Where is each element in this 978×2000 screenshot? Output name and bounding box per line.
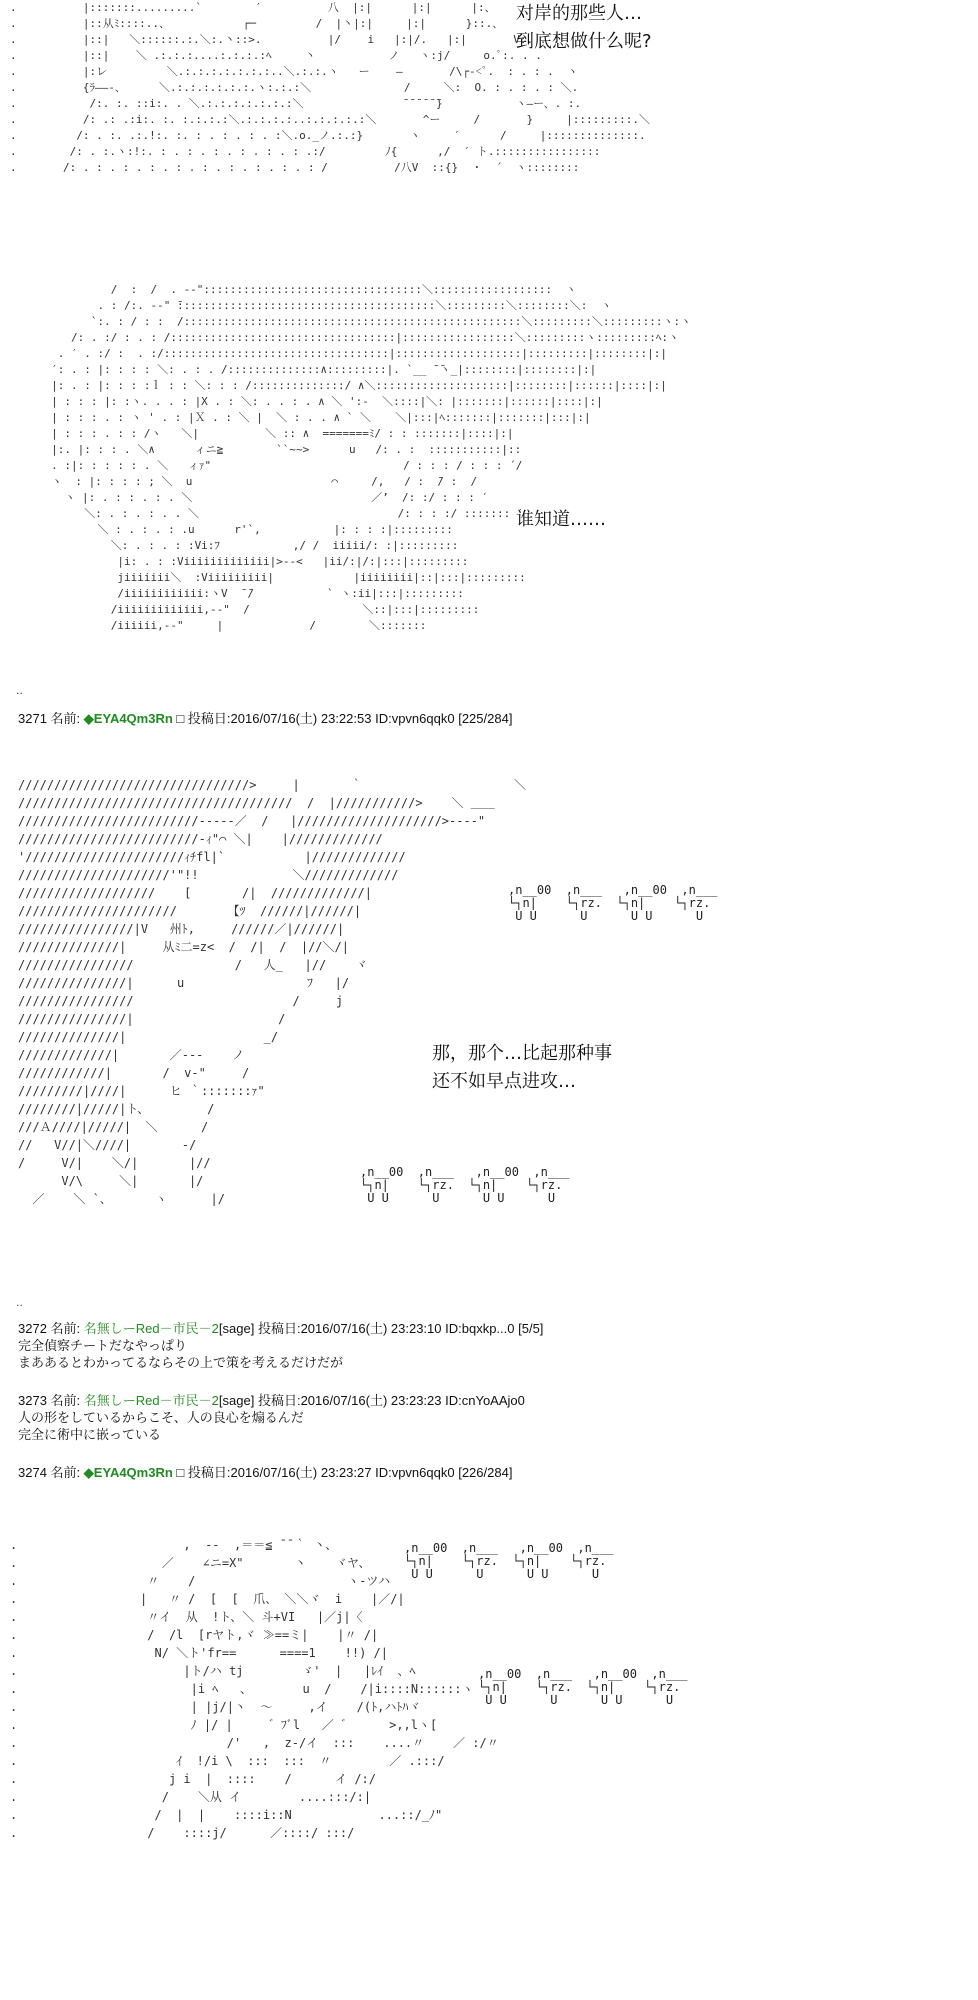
date-label: 投稿日: (187, 711, 231, 726)
ascii-art-panel-4: . , ‐‐ ,＝＝≦ ̄ ̄ ｀ 丶、 . ／ ∠ニ=X" 丶 ヾヤ、 . 〃 / ヽ-ツハ . | 〃 / [ [ 爪、 ＼＼ヾ i |／/| . 〃イ 从 !ト、＼ 斗+VI |／j|〈 . / /l [rヤト,ヾ ≫==ミ| |〃 /| . N/ ＼ト'fr== ====1 !!) /| . |ト/ハ tj ゞ' | |ﾚｲ 、ﾍ . |i ﾍ 、 u / /|i::::N::::::ヽ . | |j/|丶 ～ ,イ /(ﾄ,ハﾄﾊヾ . ﾉ |/ | ゛ﾌﾞl ／ ゛ >,,lヽ[ . /' , z‐/イ ::: ....〃 ／ :/〃 . ｲ !/i \ ::: ::: 〃 ／ .:::/ . j i | :::: / イ /:/ . / ＼从 イ ....:::/:| . / | | ::::i::N ...::/_ﾉ" . / ::::j/ ／::::/ :::/ (10, 1538, 499, 1840)
post-number[interactable]: 3274 (18, 1465, 47, 1480)
post-id[interactable]: ID:bqxkp...0 (445, 1321, 515, 1336)
sound-effect-top: ,n__00 ,n___ ,n__00 ,n___ └┐n| └┐rz. └┐n| └┐rz. U U U U U U (508, 883, 718, 923)
post-count: [5/5] (518, 1321, 544, 1336)
post-date: 2016/07/16(土) 23:23:23 (300, 1393, 442, 1408)
post-date: 2016/07/16(土) 23:22:53 (230, 711, 372, 726)
post-header-3274 (18, 1464, 512, 1481)
sage-tag: [sage] (218, 1321, 255, 1336)
post-id[interactable]: ID:cnYoAAjo0 (445, 1393, 525, 1408)
separator-dots: .. (16, 684, 23, 697)
dialog-panel-1: 对岸的那些人… 到底想做什么呢? (516, 3, 652, 52)
post-id[interactable]: ID:vpvn6qqk0 (375, 1465, 455, 1480)
dialog-panel-2: 谁知道…… (516, 509, 606, 530)
post-body-3273: 人の形をしているからこそ、人の良心を煽るんだ 完全に術中に嵌っている (18, 1410, 304, 1442)
post-icon: □ (176, 711, 185, 726)
sound-effect-bottom: ,n__00 ,n___ ,n__00 ,n___ └┐n| └┐rz. └┐n| └┐rz. U U U U U U (360, 1165, 570, 1205)
ascii-art-panel-3: ////////////////////////////////> | ｀ ＼ ////////////////////////////////////// / |///////////> ＼ ＿＿ /////////////////////////‐‐‐‐‐／ / |////////////////////>‐‐‐‐" /////////////////////////‐ｨ"⌒ ＼| |///////////// '//////////////////////ｨﾁfl|` |///////////// /////////////////////'"!! ＼///////////// /////////////////// [ /| /////////////| ////////////////////// 【ﾂ //////|//////| ////////////////|V 州ﾄ, //////／|//////| //////////////| 从ﾐ二=z< / /| / |//＼/| //////////////// / 人_ |// ヾ ///////////////| u ﾌ |/ //////////////// / j ///////////////| / //////////////| _/ /////////////| ／‐‐‐ ノ ////////////| / v‐" / /////////|////| ヒ ｀:::::::ｧ" ////////|/////|ト、 / ///Ａ////|/////| ＼ / // V//|＼////| ‐/ / V/| ＼/| |// V/\ ＼| |/ ／ ＼ `、 ヽ |/ (18, 778, 527, 1206)
post-count: [225/284] (458, 711, 513, 726)
post-count: [226/284] (458, 1465, 513, 1480)
separator-dots: .. (16, 1296, 23, 1309)
name-label: 名前: (50, 711, 81, 726)
date-label: 投稿日: (257, 1321, 301, 1336)
post-header-3271 (18, 710, 512, 727)
dialog-panel-3: 那，那个…比起那种事 还不如早点进攻… (432, 1043, 612, 1092)
poster-name: 名無しーRed－市民－2 (83, 1321, 219, 1336)
poster-name: 名無しーRed－市民－2 (83, 1393, 219, 1408)
post-id[interactable]: ID:vpvn6qqk0 (375, 711, 455, 726)
date-label: 投稿日: (257, 1393, 301, 1408)
poster-name: ◆EYA4Qm3Rn (83, 711, 173, 726)
post-header-3273 (18, 1392, 525, 1409)
post-body-3272: 完全偵察チートだなやっぱり まああるとわかってるならその上で策を考えるだけだが (18, 1338, 344, 1370)
sound-effect-upper-right: ,n__00 ,n___ ,n__00 ,n___ └┐n| └┐rz. └┐n| └┐rz. U U U U U U (404, 1541, 614, 1581)
post-header-3272 (18, 1320, 543, 1337)
name-label: 名前: (50, 1321, 81, 1336)
sage-tag: [sage] (218, 1393, 255, 1408)
post-number[interactable]: 3273 (18, 1393, 47, 1408)
post-icon: □ (176, 1465, 185, 1480)
name-label: 名前: (50, 1393, 81, 1408)
sound-effect-lower-right: ,n__00 ,n___ ,n__00 ,n___ └┐n| └┐rz. └┐n| └┐rz. U U U U U U (478, 1667, 688, 1707)
post-date: 2016/07/16(土) 23:23:10 (300, 1321, 442, 1336)
poster-name: ◆EYA4Qm3Rn (83, 1465, 173, 1480)
post-number[interactable]: 3272 (18, 1321, 47, 1336)
post-number[interactable]: 3271 (18, 711, 47, 726)
ascii-art-panel-1: . |:::::::.........` ′ 八 |:| |:| |:、 . |::从ﾐ::::..、 ┌─ / |丶|:| |:| }::.、 . |::| ＼::::::.:.＼:.丶::>. |/ i |:|/. |:| V:. . . . |::| ＼ .:.:.:....:.:.:.:ﾍ 丶 ノ ヽ:j/ o.ﾟ:. . . . |:レ ＼.:.:.:.:.:.:.:..＼.:.:.ヽ ー ― /\┌-<ﾟ. : . : . ヽ . {ﾗ――-、 ＼.:.:.:.:.:.:.ヽ:.:.:＼ / ＼: O. : . : . : ＼. . /:. :. ::i:. . ＼.:.:.:.:.:.:.:＼ ̄ ̄ ̄ ̄ ̄ ̄} ヽ―ー、. :. . /: .: .:i:. :. :.:.:.:＼.:.:.:.:..:.:.:.:.:＼ ^ー / } |:::::::::.＼ . /: . :. .:.!:. :. : . : . : . :＼.o._ノ.:.:} ヽ ′ / |::::::::::::::. . /: . :.ヽ:!:. : . : . : . : . : . : .:/ ﾉ{ ,/ ′ ト.:::::::::::::::: . /: . : . : . : . : . : . : . : . : . : / /八V ::{} ・ ´ ヽ:::::::: (10, 1, 651, 174)
ascii-art-panel-2: / : / . -‐":::::::::::::::::::::::::::::::::＼:::::::::::::::::: ヽ . : /:. -‐" ̄:::::::::::::::::::::::::::::::::::::::＼:::::::::＼::::::::＼: ヽ `:. : / : : /:::::::::::::::::::::::::::::::::::::::::::::::::::＼:::::::::＼:::::::::ヽ:ヽ /: . :/ : . : /::::::::::::::::::::::::::::::::::|:::::::::::::::::＼:::::::::ヽ:::::::::ﾍ:ヽ . ′ . :/ : . :/::::::::::::::::::::::::::::::::::|:::::::::::::::::::|:::::::::|::::::::|:| ′: . : |: : : : ＼: . : . /::::::::::::::∧:::::::::|. `__ ̄ ̄ヽ_|::::::::|::::::::|:| |: . : |: : : :ｌ : : ＼: : : /::::::::::::::/ ∧＼::::::::::::::::::::|::::::::|::::::|::::|:| | : : : |: :ヽ. . . : |X . : ＼: . . : . ∧ ＼ ':- ＼::::|＼: |:::::::|::::::|::::|:| | : : : . : ヽ ' . : |Ｘ . : ＼ | ＼ : . . ∧ ` ＼ ＼|:::|ﾍ:::::::|:::::::|:::|:| | : : : . : : /ヽ ＼| ＼ :: ∧ =======ﾐ/ : : :::::::|::::|:| |:. |: : : . ＼∧ ィニ≧ ``~~> u /: . : :::::::::::|:: . :|: : : : : . ＼ ィｧ" / : : : / : : : ´/ ヽ : |: : : : ; ＼ u ⌒ /, / : ̄/ : / ヽ |: . : : . : . ＼ ／’ /: :/ : : : ′ ＼: . : . : . . ＼ /: : : :/ ::::::: ′ ＼ : . : . : .u r'`, |: : : :|::::::::: ＼: . : . : :Vi:ﾌ ,/ / iiiii/: :|::::::::: |i: . : :Viiiiiiiiiiiii|>‐-< |ii/:|/:|:::|::::::::: jiiiiiii＼ :Viiiiiiiii| |iiiiiiii|::|:::|::::::::: /iiiiiiiiiiii:ヽV ̄ ̄/ ` ヽ:ii|:::|::::::::: /iiiiiiiiiiiii,-‐" / ＼::|:::|::::::::: /iiiiii,-‐" | / ＼::::::: (51, 283, 692, 632)
post-date: 2016/07/16(土) 23:23:27 (230, 1465, 372, 1480)
name-label: 名前: (50, 1465, 81, 1480)
date-label: 投稿日: (187, 1465, 231, 1480)
